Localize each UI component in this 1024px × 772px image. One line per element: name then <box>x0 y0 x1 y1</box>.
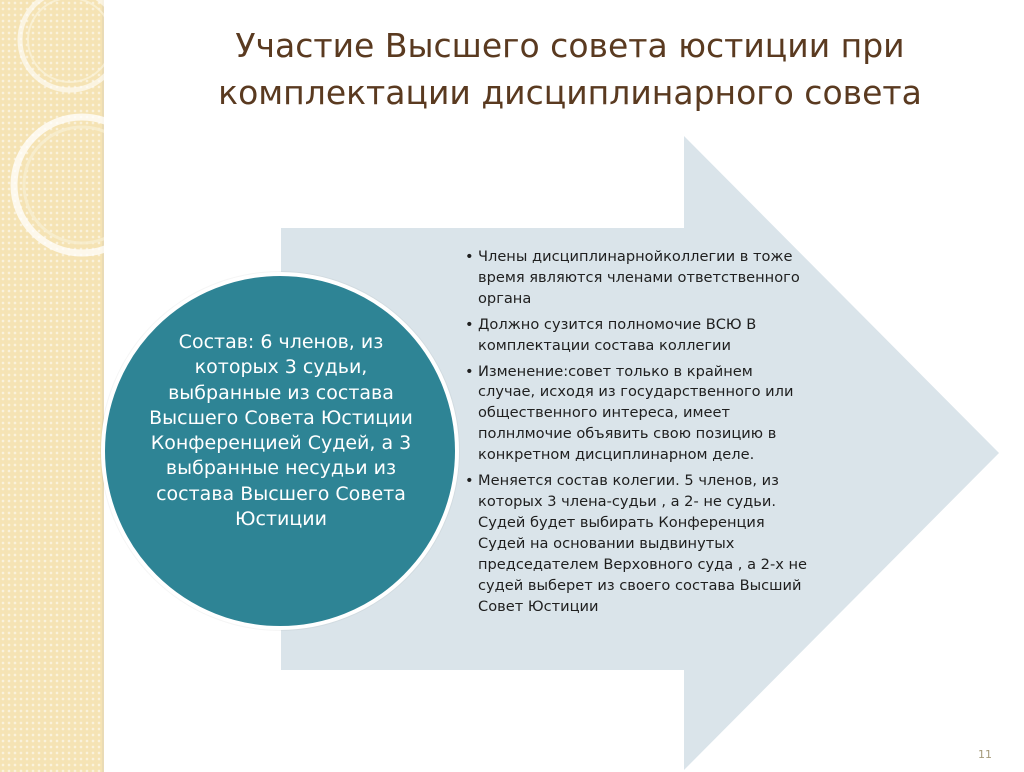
bullet-item-4: • Меняется состав колегии. 5 членов, из которых 3 члена-судьи , а 2- не судьи. Судей будет выбирать Конференция Судей на основании выдвинутых председателем Верховного суда , а 2-х не судей выберет из своего состава Высший Совет Юстиции <box>465 471 810 617</box>
bullet-item-3: • Изменение:совет только в крайнем случае, исходя из государственного или общественного интереса, имеет полнлмочие объявить свою позицию в конкретном дисциплинарном деле. <box>465 362 810 467</box>
bullet-item-1: • Члены дисциплинарнойколлегии в тоже время являются членами ответственного органа <box>465 247 810 310</box>
bullet-item-2: • Должно сузится полномочие ВСЮ В комплектации состава коллегии <box>465 315 810 357</box>
slide-title-line-2: комплектации дисциплинарного совета <box>218 73 922 112</box>
bullet-list <box>465 247 810 622</box>
composition-text: Состав: 6 членов, из которых 3 судьи, выбранные из состава Высшего Совета Юстиции Конференцией Судей, а 3 выбранные несудьи из состава Высшего Совета Юстиции <box>149 331 413 531</box>
slide-title-line-1: Участие Высшего совета юстиции при <box>235 26 905 65</box>
page-number: 11 <box>978 748 992 761</box>
